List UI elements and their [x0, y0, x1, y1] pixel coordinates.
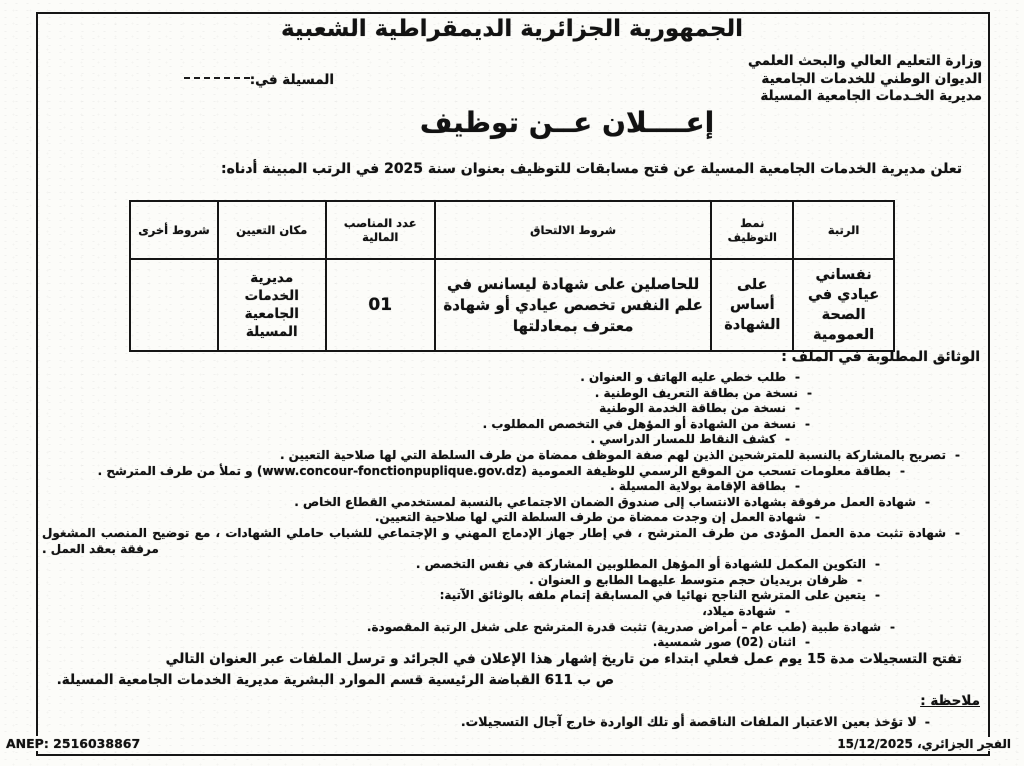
note-text: لا تؤخذ بعين الاعتبار الملفات الناقصة أو تلك الواردة خارج آجال التسجيلات.	[460, 714, 917, 729]
list-item	[42, 510, 960, 526]
list-item	[42, 448, 960, 464]
documents-list	[42, 370, 960, 651]
list-item	[42, 588, 960, 604]
list-item	[42, 557, 960, 573]
list-item-text: بطاقة الإقامة بولاية المسيلة .	[610, 479, 787, 494]
place-date-line	[182, 72, 334, 88]
list-item-text: شهادة طبية (طب عام – أمراض صدرية) تثبت قدرة المترشح على شغل الرتبة المقصودة.	[366, 619, 882, 634]
announcement-title: إعــــلان عــن توظيف	[419, 106, 715, 139]
footer-journal-date: الفجر الجزائري، 15/12/2025	[834, 737, 1014, 751]
list-item	[42, 604, 960, 620]
list-item-text: شهادة العمل مرفوقة بشهادة الانتساب إلى صندوق الضمان الاجتماعي بالنسبة لمستخدمي القطاع الخاص .	[294, 494, 917, 509]
header-other-conditions: شروط أخرى	[130, 201, 218, 259]
list-item-text: شهادة ميلاد،	[702, 603, 777, 618]
list-item	[42, 386, 960, 402]
list-item	[42, 370, 960, 386]
place-date-label: المسيلة في:	[249, 72, 334, 88]
dash-bullet: -	[955, 447, 960, 462]
intro-paragraph: تعلن مديرية الخدمات الجامعية المسيلة عن فتح مسابقات للتوظيف بعنوان سنة 2025 في الرتب المبينة أدناه:	[220, 161, 962, 177]
header-assignment-place: مكان التعيين	[218, 201, 326, 259]
cell-position-count: 01	[326, 259, 435, 351]
dash-bullet: -	[795, 401, 800, 416]
list-item	[42, 464, 960, 480]
closing-paragraph	[38, 649, 962, 691]
closing-line-2: ص ب 611 القباضة الرئيسية قسم الموارد البشرية مديرية الخدمات الجامعية المسيلة.	[56, 672, 614, 688]
list-item-text: تصريح بالمشاركة بالنسبة للمترشحين الذين لهم صفة الموظف ممضاة من طرف السلطة التي لها صلاحية التعيين .	[279, 447, 947, 462]
list-item	[42, 432, 960, 448]
list-item-text: كشف النقاط للمسار الدراسي .	[590, 432, 777, 447]
dash-bullet: -	[875, 557, 880, 572]
cell-entry-conditions: للحاصلين على شهادة ليسانس في علم النفس تخصص عيادي أو شهادة معترف بمعادلتها	[435, 259, 712, 351]
dash-bullet: -	[925, 494, 930, 509]
cell-other-conditions	[130, 259, 218, 351]
list-item-text: نسخة من بطاقة الخدمة الوطنية	[599, 401, 787, 416]
list-item	[42, 401, 960, 417]
cell-recruitment-mode: على أساس الشهادة	[711, 259, 793, 351]
list-item	[42, 573, 960, 589]
table-header-row	[130, 201, 894, 259]
header-rank: الرتبة	[793, 201, 894, 259]
list-item-text: التكوين المكمل للشهادة أو المؤهل المطلوبين المشاركة في نفس التخصص .	[415, 557, 867, 572]
list-item	[42, 479, 960, 495]
republic-title: الجمهورية الجزائرية الديمقراطية الشعبية	[280, 16, 744, 42]
list-item-text: نسخة من بطاقة التعريف الوطنية .	[594, 385, 799, 400]
dash-bullet: -	[815, 510, 820, 525]
dash-bullet: -	[805, 635, 810, 650]
dash-bullet: -	[795, 479, 800, 494]
dash-bullet: -	[890, 619, 895, 634]
list-item-text: شهادة العمل إن وجدت ممضاة من طرف السلطة التي لها صلاحية التعيين.	[374, 510, 807, 525]
list-item-text: طلب خطي عليه الهاتف و العنوان .	[580, 370, 787, 384]
dash-bullet: -	[785, 432, 790, 447]
dash-bullet: -	[807, 385, 812, 400]
ministry-line-2: الديوان الوطني للخدمات الجامعية	[761, 70, 982, 87]
list-item	[42, 526, 960, 557]
recruitment-table	[129, 200, 895, 352]
dash-bullet: -	[955, 525, 960, 540]
list-item-text: نسخة من الشهادة أو المؤهل في التخصص المطلوب .	[482, 416, 797, 431]
list-item-text: يتعين على المترشح الناجح نهائيا في المسابقة إتمام ملفه بالوثائق الآتية:	[439, 588, 867, 603]
dash-bullet: -	[857, 572, 862, 587]
note-text-line	[461, 714, 930, 729]
dash-bullet: -	[805, 416, 810, 431]
place-date-blank-line	[184, 77, 250, 79]
dash-bullet: -	[924, 714, 930, 729]
ministry-header-block	[748, 53, 982, 106]
list-item-text: اثنان (02) صور شمسية.	[652, 635, 797, 650]
list-item	[42, 417, 960, 433]
closing-line-1: تفتح التسجيلات مدة 15 يوم عمل فعلي ابتداء من تاريخ إشهار هذا الإعلان في الجرائد و ترسل الملفات عبر العنوان التالي	[165, 651, 962, 667]
dash-bullet: -	[785, 603, 790, 618]
ministry-line-1: وزارة التعليم العالي والبحث العلمي	[747, 53, 982, 69]
header-recruitment-mode: نمط التوظيف	[711, 201, 793, 259]
ministry-line-3: مديرية الخـدمات الجامعية المسيلة	[760, 88, 982, 104]
footer-anep-number: ANEP: 2516038867	[6, 736, 141, 751]
cell-assignment-place: مديرية الخدمات الجامعية المسيلة	[218, 259, 326, 351]
list-item-text: بطاقة معلومات تسحب من الموقع الرسمي للوظيفة العمومية (www.concour-fonctionpuplique.gov.dz) و تملأ من طرف المترشح .	[97, 463, 892, 478]
dash-bullet: -	[900, 463, 905, 478]
dash-bullet: -	[875, 588, 880, 603]
header-entry-conditions: شروط الالتحاق	[435, 201, 712, 259]
list-item	[42, 620, 960, 636]
documents-heading: الوثائق المطلوبة في الملف :	[781, 349, 980, 365]
list-item	[42, 495, 960, 511]
list-item-text: ظرفان بريديان حجم متوسط عليهما الطابع و العنوان .	[529, 572, 849, 587]
note-heading: ملاحظة :	[920, 693, 980, 709]
cell-rank: نفساني عيادي في الصحة العمومية	[793, 259, 894, 351]
dash-bullet: -	[795, 370, 800, 384]
table-row	[130, 259, 894, 351]
list-item-text: شهادة تثبت مدة العمل المؤدى من طرف المترشح ، في إطار جهاز الإدماج المهني و الإجتماعي للشباب حاملي الشهادات ، مع توضيح المنصب المشغول مرفقة بعقد العمل .	[42, 525, 947, 556]
header-position-count: عدد المناصب المالية	[326, 201, 435, 259]
